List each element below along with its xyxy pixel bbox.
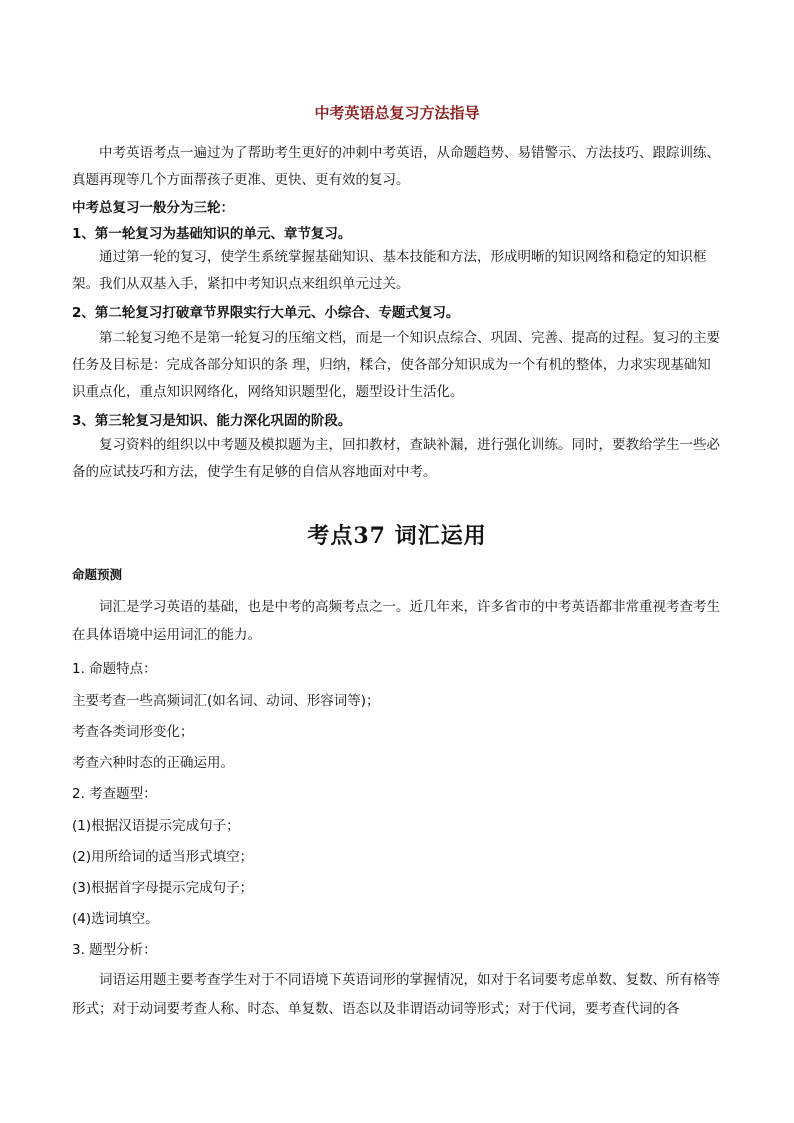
list-item: 考查六种时态的正确运用。 [72, 755, 234, 771]
round-3-heading: 3、第三轮复习是知识、能力深化巩固的阶段。 [72, 413, 352, 429]
section-label: 命题预测 [72, 567, 123, 582]
round-1-body: 通过第一轮的复习，使学生系统掌握基础知识、基本技能和方法，形成明晰的知识网络和稳定的知识框架。我们从双基入手，紧扣中考知识点来组织单元过关。 [72, 249, 707, 292]
list-item: 考查各类词形变化； [72, 724, 194, 740]
overview-heading: 中考总复习一般分为三轮： [72, 200, 234, 216]
section-title: 考点37 词汇运用 [307, 523, 487, 549]
list-item: (4)选词填空。 [72, 911, 159, 927]
round-1-heading: 1、第一轮复习为基础知识的单元、章节复习。 [72, 226, 352, 242]
list-item: (1)根据汉语提示完成句子； [72, 818, 240, 834]
intro-paragraph: 中考英语考点一遍过为了帮助考生更好的冲刺中考英语，从命题趋势、易错警示、方法技巧、跟踪训练、真题再现等几个方面帮孩子更准、更快、更有效的复习。 [72, 145, 720, 188]
round-3-body: 复习资料的组织以中考题及模拟题为主，回扣教材，查缺补漏，进行强化训练。同时，要教给学生一些必备的应试技巧和方法，使学生有足够的自信从容地面对中考。 [72, 437, 720, 480]
document-title: 中考英语总复习方法指导 [314, 104, 480, 122]
list-item: 3. 题型分析： [72, 942, 157, 958]
list-item: 2. 考查题型： [72, 786, 157, 802]
list-item: (3)根据首字母提示完成句子； [72, 880, 254, 896]
list-item: (2)用所给词的适当形式填空； [72, 849, 254, 865]
list-item: 1. 命题特点： [72, 661, 157, 677]
round-2-heading: 2、第二轮复习打破章节界限实行大单元、小综合、专题式复习。 [72, 305, 460, 321]
analysis-paragraph: 词语运用题主要考查学生对于不同语境下英语词形的掌握情况，如对于名词要考虑单数、复数、所有格等形式；对于动词要考查人称、时态、单复数、语态以及非谓语动词等形式；对于代词，要考查代词的各 [72, 972, 720, 1017]
section-paragraph: 词汇是学习英语的基础，也是中考的高频考点之一。近几年来，许多省市的中考英语都非常重视考查考生在具体语境中运用词汇的能力。 [72, 599, 720, 643]
round-2-body: 第二轮复习绝不是第一轮复习的压缩文档，而是一个知识点综合、巩固、完善、提高的过程。复习的主要任务及目标是：完成各部分知识的条 理，归纳，糅合，使各部分知识成为一个有机的整体，力求实现基础知识重点化，重点知识网络化，网络知识题型化，题型设计生活化。 [72, 330, 720, 400]
list-item: 主要考查一些高频词汇(如名词、动词、形容词等)； [72, 693, 380, 709]
